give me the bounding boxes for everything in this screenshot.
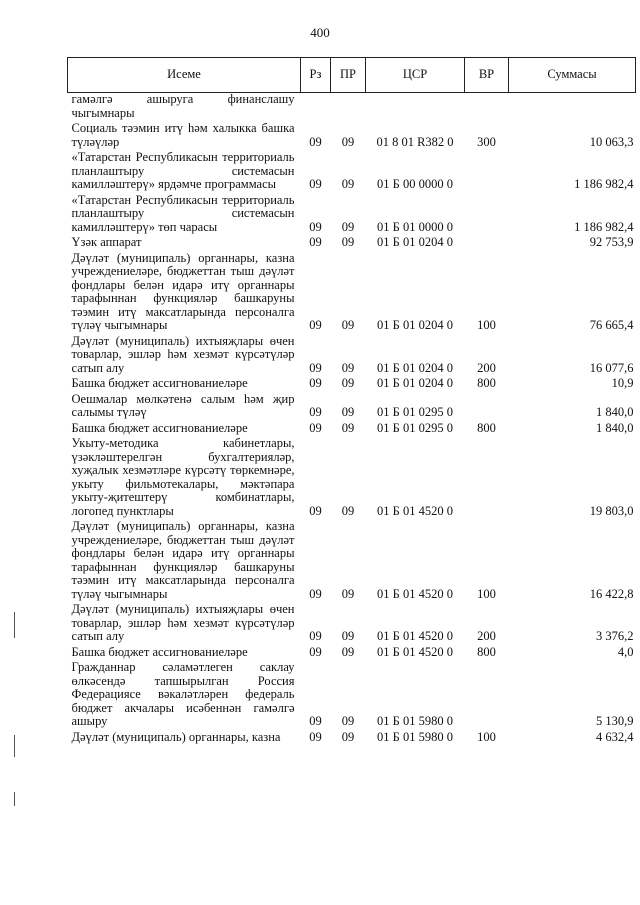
row-vr: 800 xyxy=(477,420,496,435)
row-csr: 01 Б 01 4520 0 xyxy=(377,503,453,518)
row-pr: 09 xyxy=(341,503,355,518)
row-pr: 09 xyxy=(341,714,355,728)
row-vr xyxy=(465,437,509,520)
row-pr: 09 xyxy=(341,729,355,744)
table-row xyxy=(68,335,636,378)
row-name: «Татарстан Республикасын территориаль планлаштыру системасын камилләштерү» төп чарасы xyxy=(71,192,295,234)
table-body xyxy=(68,93,636,747)
row-name: Башка бюджет ассигнованиеләре xyxy=(71,376,248,390)
row-name: Социаль тәэмин итү һәм халыкка башка түләүләр xyxy=(71,121,295,149)
row-rz: 09 xyxy=(309,177,322,191)
table-row xyxy=(68,603,636,646)
row-sum: 1 840,0 xyxy=(596,405,634,419)
row-sum: 1 186 982,4 xyxy=(574,219,634,234)
budget-table xyxy=(67,57,636,746)
row-csr: 01 Б 00 0000 0 xyxy=(377,177,453,191)
row-sum: 5 130,9 xyxy=(596,714,634,728)
table-row xyxy=(68,731,636,747)
row-vr: 200 xyxy=(477,629,496,643)
row-name: Дәүләт (муниципаль) органнары, казна xyxy=(71,729,281,744)
row-pr: 09 xyxy=(341,376,355,390)
row-name: Башка бюджет ассигнованиеләре xyxy=(71,644,248,659)
row-csr: 01 Б 01 0204 0 xyxy=(377,235,453,249)
row-pr: 09 xyxy=(341,235,355,249)
column-header-pr: ПР xyxy=(331,58,366,93)
row-vr: 800 xyxy=(477,376,496,390)
row-vr xyxy=(465,151,509,194)
row-csr: 01 Б 01 0204 0 xyxy=(377,376,453,390)
table-row xyxy=(68,252,636,335)
row-rz: 09 xyxy=(309,376,322,390)
row-csr: 01 Б 01 4520 0 xyxy=(377,586,453,601)
row-rz: 09 xyxy=(309,586,322,601)
row-csr: 01 Б 01 0295 0 xyxy=(377,420,453,435)
row-pr xyxy=(331,93,366,123)
row-name: Гражданнар сәламәтлеген саклау өлкәсендә тапшырылган Россия Федерациясе вәкаләтләрен федераль бюджет акчалары исәбеннән гамәлгә ашыру xyxy=(71,660,295,728)
row-sum: 16 077,6 xyxy=(589,360,634,375)
row-rz: 09 xyxy=(309,629,322,643)
row-rz: 09 xyxy=(309,503,322,518)
table-row xyxy=(68,422,636,438)
row-name: Дәүләт (муниципаль) ихтыяҗлары өчен товарлар, эшләр һәм хезмәт күрсәтүләр сатып алу xyxy=(71,602,295,643)
row-rz: 09 xyxy=(309,318,322,332)
row-vr xyxy=(465,661,509,731)
table-header-row xyxy=(68,58,636,93)
row-vr: 100 xyxy=(477,318,496,332)
table-row xyxy=(68,646,636,662)
row-csr: 01 8 01 R382 0 xyxy=(376,134,454,149)
row-rz: 09 xyxy=(309,729,322,744)
table-row xyxy=(68,151,636,194)
row-csr: 01 Б 01 0204 0 xyxy=(377,318,453,332)
row-sum: 19 803,0 xyxy=(589,503,634,518)
row-pr: 09 xyxy=(341,644,355,659)
row-vr: 300 xyxy=(477,134,496,149)
row-csr: 01 Б 01 5980 0 xyxy=(377,729,453,744)
row-sum: 10,9 xyxy=(611,376,634,390)
row-vr: 100 xyxy=(477,586,496,601)
row-name: «Татарстан Республикасын территориаль планлаштыру системасын камилләштерү» ярдәмче программасы xyxy=(71,150,295,191)
row-name: Дәүләт (муниципаль) органнары, казна учреждениеләре, бюджеттан тыш дәүләт фондлары белән идарә итү органнары тарафыннан функцияләр башкаруны тәэмин итү максатларында персоналга түләү чыгымнары xyxy=(71,519,295,601)
row-sum: 4,0 xyxy=(617,644,634,659)
row-vr xyxy=(465,236,509,252)
row-pr: 09 xyxy=(341,629,355,643)
row-sum: 16 422,8 xyxy=(589,586,634,601)
column-header-rz: Рз xyxy=(301,58,331,93)
row-rz: 09 xyxy=(309,644,322,659)
row-sum: 1 186 982,4 xyxy=(574,177,634,191)
row-csr: 01 Б 01 4520 0 xyxy=(377,629,453,643)
row-pr: 09 xyxy=(341,586,355,601)
table-row xyxy=(68,377,636,393)
row-pr: 09 xyxy=(341,360,355,375)
row-vr: 200 xyxy=(477,360,496,375)
row-vr xyxy=(465,393,509,422)
row-csr: 01 Б 01 0204 0 xyxy=(377,360,453,375)
row-sum: 3 376,2 xyxy=(596,629,634,643)
column-header-name: Исеме xyxy=(68,58,301,93)
row-rz: 09 xyxy=(309,714,322,728)
row-rz: 09 xyxy=(309,134,322,149)
row-sum: 4 632,4 xyxy=(596,729,634,744)
row-pr: 09 xyxy=(341,318,355,332)
row-name: Үзәк аппарат xyxy=(71,235,142,249)
table-row xyxy=(68,437,636,520)
row-sum: 76 665,4 xyxy=(589,318,634,332)
row-name: Башка бюджет ассигнованиеләре xyxy=(71,420,248,435)
row-vr xyxy=(465,93,509,123)
row-vr: 100 xyxy=(477,729,496,744)
column-header-csr: ЦСР xyxy=(366,58,465,93)
row-rz: 09 xyxy=(309,219,322,234)
row-csr xyxy=(366,93,465,123)
row-name: Дәүләт (муниципаль) органнары, казна учреждениеләре, бюджеттан тыш дәүләт фондлары белән идарә итү органнары тарафыннан функцияләр башкаруны тәэмин итү максатларында персоналга түләү чыгымнары xyxy=(71,250,295,332)
row-name: Оешмалар мөлкәтенә салым һәм җир салымы түләү xyxy=(71,391,295,419)
row-pr: 09 xyxy=(341,134,355,149)
margin-mark xyxy=(14,735,15,757)
row-pr: 09 xyxy=(341,177,355,191)
margin-mark xyxy=(14,792,15,806)
row-sum: 1 840,0 xyxy=(596,420,634,435)
margin-mark xyxy=(14,612,15,638)
row-name: Дәүләт (муниципаль) ихтыяҗлары өчен товарлар, эшләр һәм хезмәт күрсәтүләр сатып алу xyxy=(71,333,295,375)
row-sum: 10 063,3 xyxy=(589,134,634,149)
row-name: Укыту-методика кабинетлары, үзәкләштерелгән бухгалтерияләр, хуҗалык хезмәтләре күрсәтү төркемнәре, укыту фильмотекалары, мәктәпара укыту-җитештерү комбинатлары, логопед пунктлары xyxy=(71,436,295,518)
column-header-sum: Суммасы xyxy=(509,58,636,93)
row-csr: 01 Б 01 0295 0 xyxy=(377,405,453,419)
table-row xyxy=(68,520,636,603)
column-header-vr: ВР xyxy=(465,58,509,93)
row-csr: 01 Б 01 5980 0 xyxy=(377,714,453,728)
row-name: гамәлгә ашыруга финанслашу чыгымнары xyxy=(71,92,295,120)
row-vr xyxy=(465,194,509,237)
page-number: 400 xyxy=(310,25,330,40)
row-csr: 01 Б 01 0000 0 xyxy=(377,219,453,234)
row-rz: 09 xyxy=(309,405,322,419)
row-vr: 800 xyxy=(477,644,496,659)
row-rz xyxy=(301,93,331,123)
row-sum xyxy=(509,93,636,123)
table-row xyxy=(68,236,636,252)
row-rz: 09 xyxy=(309,360,322,375)
row-csr: 01 Б 01 4520 0 xyxy=(377,644,453,659)
row-rz: 09 xyxy=(309,420,322,435)
row-pr: 09 xyxy=(341,420,355,435)
table-row xyxy=(68,194,636,237)
table-row xyxy=(68,122,636,151)
table-row xyxy=(68,661,636,731)
table-row xyxy=(68,393,636,422)
row-rz: 09 xyxy=(309,235,322,249)
row-pr: 09 xyxy=(341,219,355,234)
row-sum: 92 753,9 xyxy=(589,235,634,249)
table-row xyxy=(68,93,636,123)
row-pr: 09 xyxy=(341,405,355,419)
